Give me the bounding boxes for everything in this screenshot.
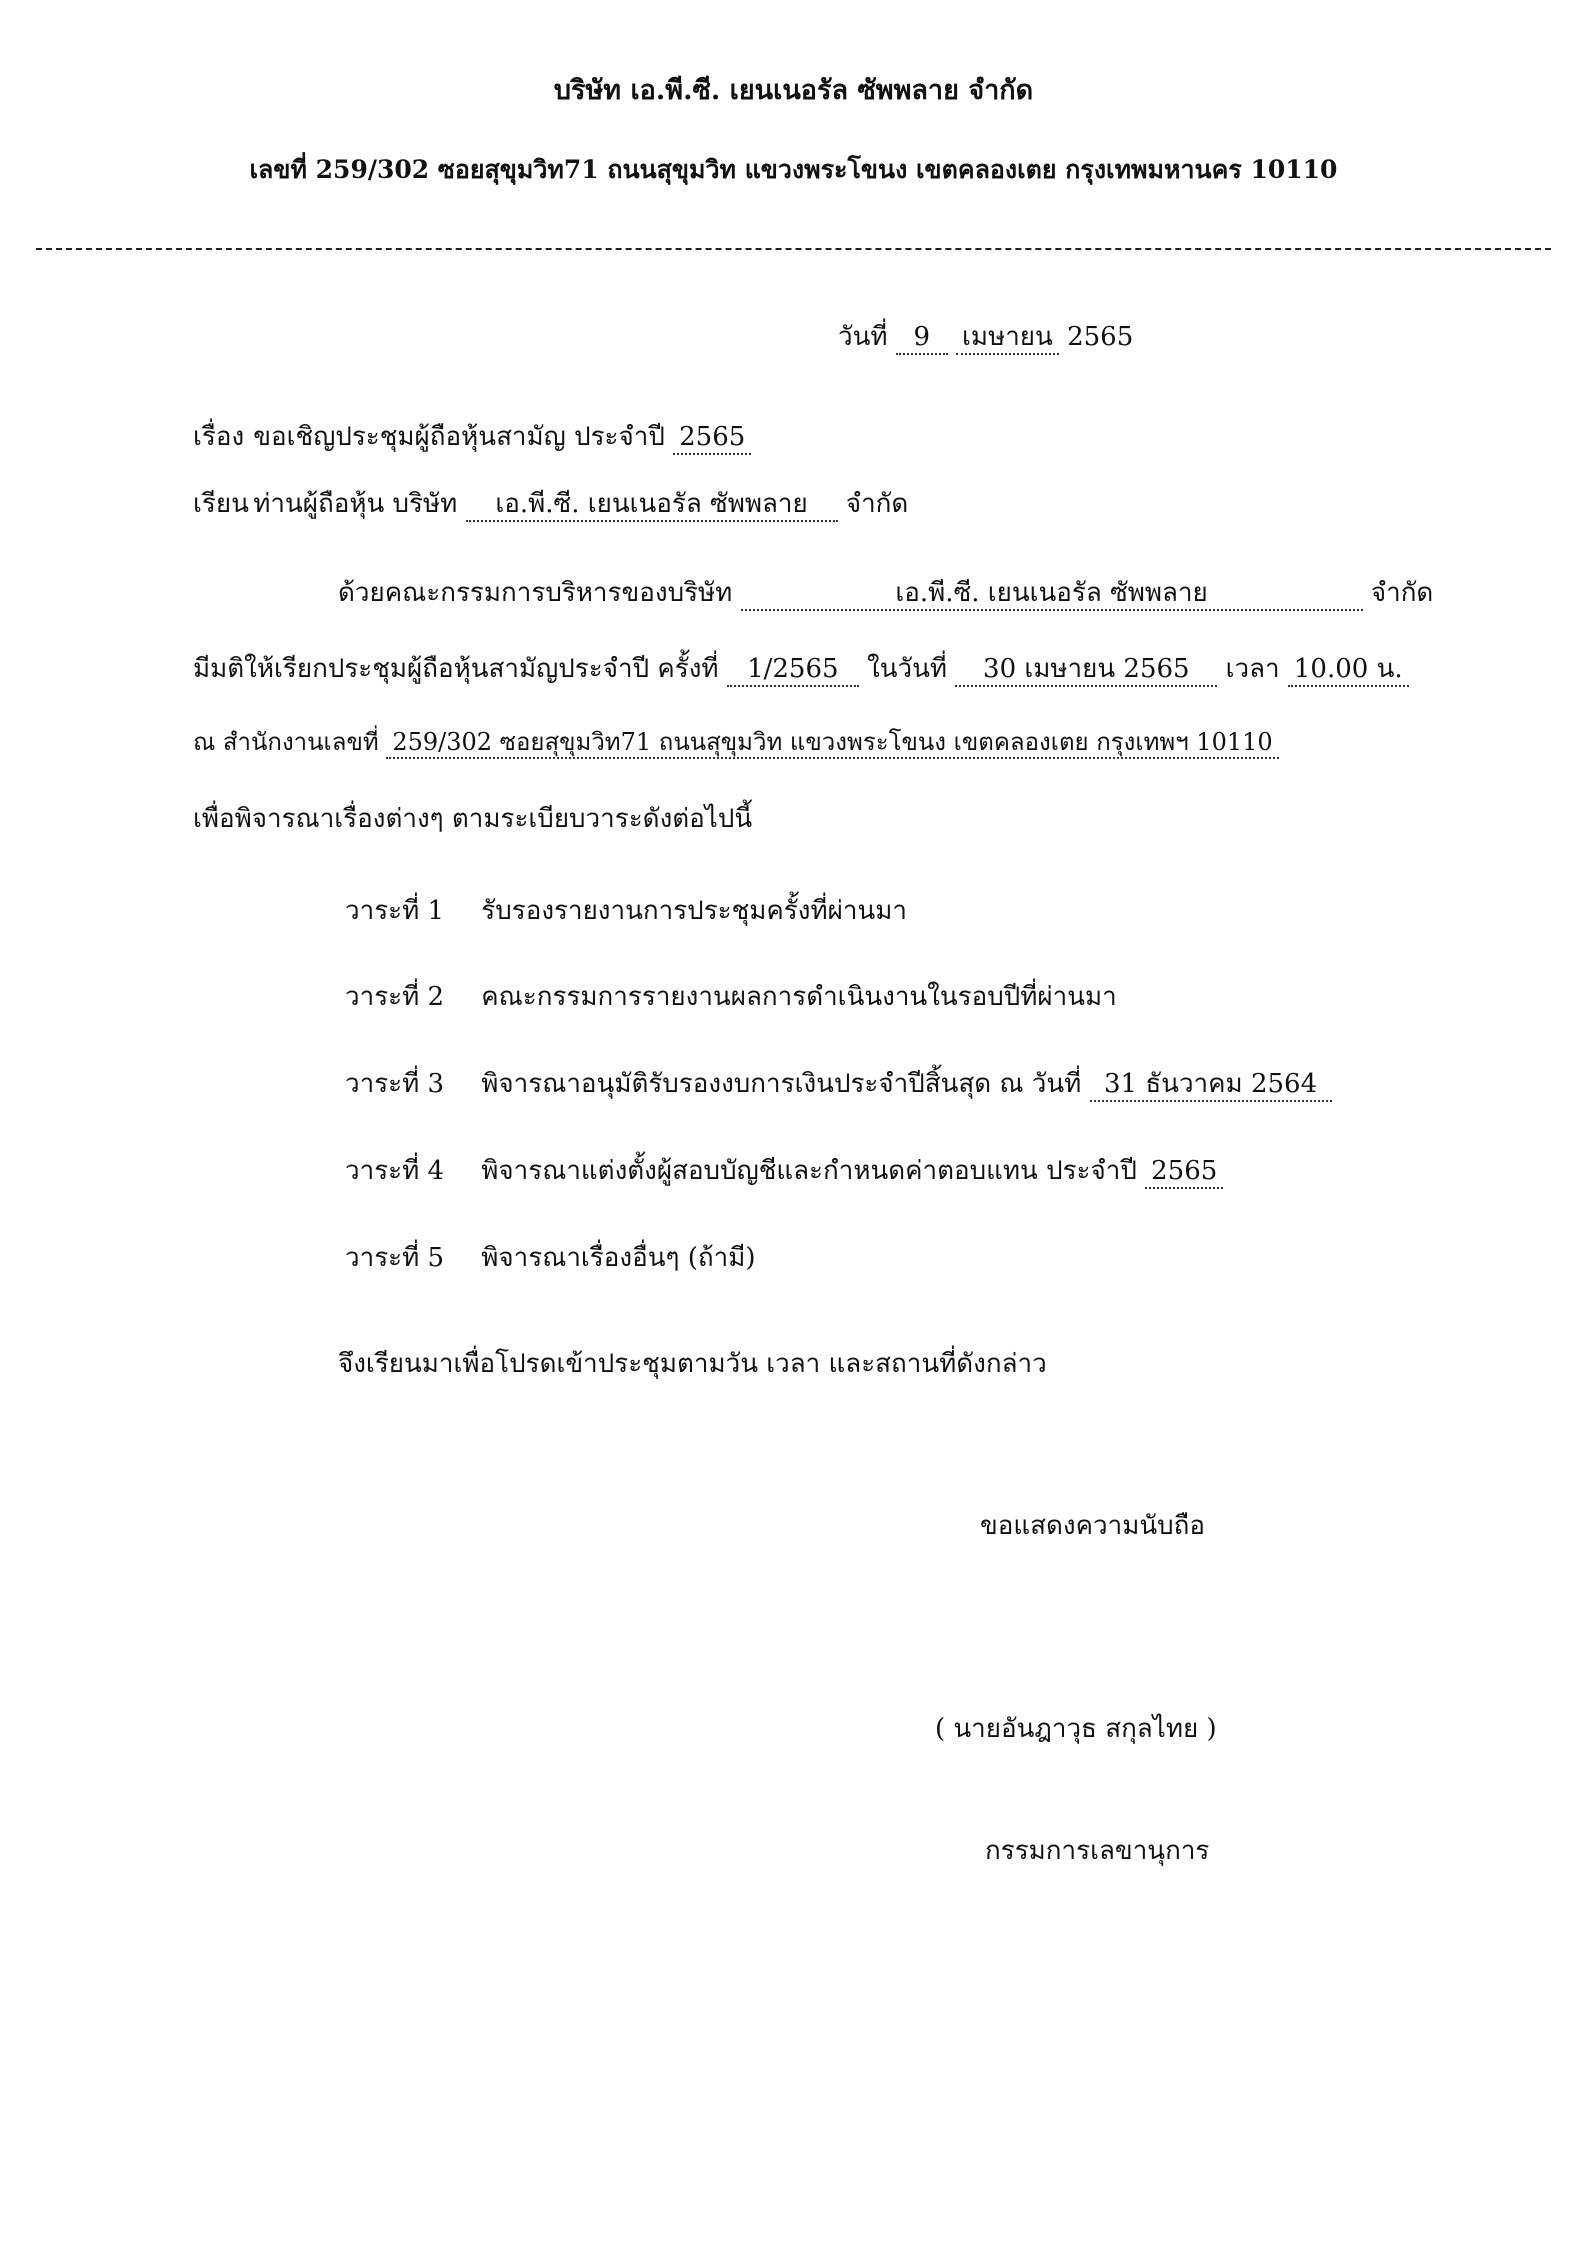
signer-position: กรรมการเลขานุการ	[985, 1836, 1210, 1866]
agenda-text: พิจารณาอนุมัติรับรองงบการเงินประจำปีสิ้นสุด ณ วันที่	[481, 1069, 1082, 1099]
recipient-label: เรียน	[193, 489, 249, 519]
closing-invitation: จึงเรียนมาเพื่อโปรดเข้าประชุมตามวัน เวลา และสถานที่ดังกล่าว	[338, 1349, 1047, 1379]
signer-name: ( นายอันฎาวุธ สกุลไทย )	[935, 1714, 1217, 1744]
agenda-item-5	[345, 1237, 755, 1278]
recipient-company: เอ.พี.ซี. เยนเนอรัล ซัพพลาย	[466, 490, 838, 522]
closing-regards: ขอแสดงความนับถือ	[980, 1511, 1205, 1541]
body-line-1	[338, 572, 1433, 613]
agenda-number: วาระที่ 4	[345, 1156, 445, 1186]
company-name: บริษัท เอ.พี.ซี. เยนเนอรัล ซัพพลาย จำกัด	[553, 75, 1034, 106]
date-month: เมษายน	[956, 323, 1059, 355]
agenda-fill-year: 2565	[1145, 1157, 1223, 1189]
agenda-item-3	[345, 1063, 1332, 1104]
agenda-text: พิจารณาแต่งตั้งผู้สอบบัญชีและกำหนดค่าตอบแทน ประจำปี	[481, 1156, 1137, 1186]
subject-line	[193, 416, 751, 457]
meeting-venue: 259/302 ซอยสุขุมวิท71 ถนนสุขุมวิท แขวงพระโขนง เขตคลองเตย กรุงเทพฯ 10110	[386, 729, 1278, 759]
agenda-number: วาระที่ 3	[345, 1069, 445, 1099]
subject-text: ขอเชิญประชุมผู้ถือหุ้นสามัญ ประจำปี	[253, 422, 665, 452]
body-line-2	[193, 648, 1409, 689]
agenda-text: คณะกรรมการรายงานผลการดำเนินงานในรอบปีที่ผ่านมา	[481, 982, 1117, 1012]
body-line-4: เพื่อพิจารณาเรื่องต่างๆ ตามระเบียบวาระดังต่อไปนี้	[193, 804, 753, 834]
date-day: 9	[896, 323, 948, 355]
agenda-number: วาระที่ 1	[345, 896, 445, 926]
agenda-text: พิจารณาเรื่องอื่นๆ (ถ้ามี)	[481, 1243, 756, 1273]
header-divider	[36, 248, 1551, 250]
body-line1-company: เอ.พี.ซี. เยนเนอรัล ซัพพลาย	[741, 579, 1363, 611]
recipient-suffix: จำกัด	[845, 489, 909, 519]
body-line3-prefix: ณ สำนักงานเลขที่	[193, 728, 379, 756]
subject-label: เรื่อง	[193, 422, 245, 452]
recipient-line	[193, 483, 908, 524]
agenda-number: วาระที่ 2	[345, 982, 445, 1012]
agenda-item-4	[345, 1150, 1223, 1191]
agenda-item-2	[345, 976, 1117, 1017]
subject-year: 2565	[673, 423, 751, 455]
agenda-fill-date: 31 ธันวาคม 2564	[1090, 1070, 1332, 1102]
date-label: วันที่	[838, 322, 888, 352]
agenda-number: วาระที่ 5	[345, 1243, 445, 1273]
body-line2-prefix: มีมติให้เรียกประชุมผู้ถือหุ้นสามัญประจำปี ครั้งที่	[193, 654, 719, 684]
body-line1-suffix: จำกัด	[1370, 578, 1434, 608]
body-line2-time-label: เวลา	[1225, 654, 1280, 684]
agenda-item-1	[345, 890, 907, 931]
body-line2-on: ในวันที่	[867, 654, 948, 684]
meeting-number: 1/2565	[727, 655, 859, 687]
meeting-date: 30 เมษายน 2565	[955, 655, 1217, 687]
letter-date	[838, 316, 1133, 357]
body-line1-prefix: ด้วยคณะกรรมการบริหารของบริษัท	[338, 578, 733, 608]
agenda-text: รับรองรายงานการประชุมครั้งที่ผ่านมา	[481, 896, 907, 926]
date-year: 2565	[1067, 322, 1134, 352]
body-line-3	[193, 722, 1279, 761]
recipient-text: ท่านผู้ถือหุ้น บริษัท	[253, 489, 458, 519]
meeting-time: 10.00 น.	[1288, 655, 1409, 687]
company-address: เลขที่ 259/302 ซอยสุขุมวิท71 ถนนสุขุมวิท แขวงพระโขนง เขตคลองเตย กรุงเทพมหานคร 10110	[249, 155, 1338, 184]
